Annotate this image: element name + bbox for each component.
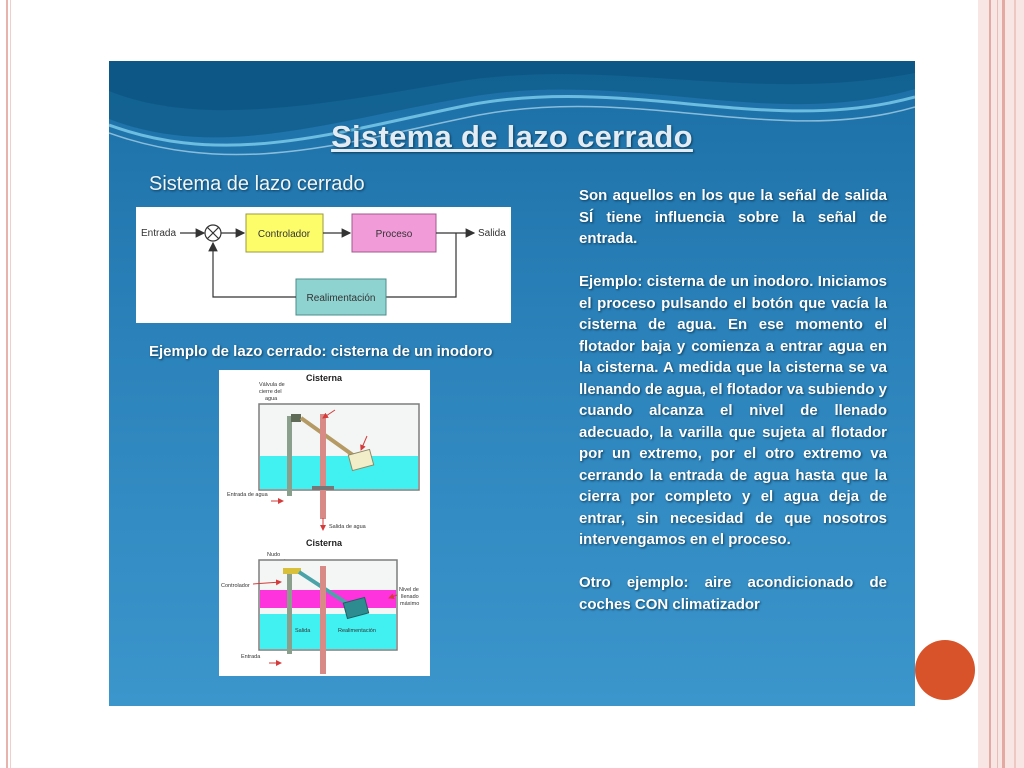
example-caption: Ejemplo de lazo cerrado: cisterna de un inodoro: [149, 343, 493, 360]
block-output-label: Salida: [478, 228, 506, 239]
block-input-label: Entrada: [141, 228, 177, 239]
right-decor-band: [978, 0, 1024, 768]
water-level-top: [260, 456, 418, 489]
output-tank-label: Salida: [295, 628, 311, 634]
controller-label: Controlador: [257, 229, 311, 240]
flush-valve: [312, 486, 334, 490]
description-text: [579, 185, 887, 615]
water-out-label: Salida de agua: [329, 524, 366, 530]
overflow-tube: [320, 566, 326, 674]
inlet-pipe: [287, 416, 292, 496]
level-label: llenado: [401, 594, 419, 600]
section-heading: Sistema de lazo cerrado: [149, 173, 365, 195]
fill-valve: [291, 414, 301, 422]
cistern-title-bottom: Cisterna: [305, 538, 343, 548]
definition-paragraph: Son aquellos en los que la señal de salida SÍ tiene influencia sobre la señal de entrada.: [579, 187, 887, 247]
slide-title: Sistema de lazo cerrado: [331, 119, 693, 154]
controller-tank-label: Controlador: [221, 583, 250, 589]
summing-junction: [205, 225, 221, 241]
left-decor-stripe: [6, 0, 8, 768]
right-decor-line: [997, 0, 998, 768]
level-label: máximo: [400, 601, 420, 607]
inlet-pipe: [287, 570, 292, 654]
process-label: Proceso: [375, 229, 413, 240]
level-label: Nivel de: [399, 587, 419, 593]
slide-content: [109, 61, 915, 706]
water-in-label: Entrada de agua: [227, 492, 268, 498]
valve-label: cierre del: [259, 389, 282, 395]
input-tank-label: Entrada: [241, 654, 261, 660]
other-example-paragraph: Otro ejemplo: aire acondicionado de coches CON climatizador: [579, 574, 887, 613]
closed-loop-block-diagram: [136, 207, 511, 323]
toilet-cistern-diagram: [219, 370, 430, 676]
feedback-label: Realimentación: [306, 293, 376, 304]
right-decor-line: [1014, 0, 1016, 768]
node-label: Nudo: [267, 552, 281, 558]
right-decor-line: [1002, 0, 1005, 768]
valve-label: agua: [265, 396, 278, 402]
feedback-tank-label: Realimentación: [338, 628, 376, 634]
left-decor-stripe-thin: [10, 0, 11, 768]
slide-nav-circle[interactable]: [915, 640, 975, 700]
example-paragraph: Ejemplo: cisterna de un inodoro. Iniciamos el proceso pulsando el botón que vacía la cisterna de agua. En ese momento el flotador baja y comienza a entrar agua en la cisterna. A medida que la cisterna se va llenando de agua, el flotador va subiendo y cuando alcanza el nivel de llenado adecuado, la varilla que sujeta al flotador por un extremo, por el otro extremo va cerrando la entrada de agua hasta que la cierra por completo y el agua deja de entrar, sin necesidad de que nosotros intervengamos en el proceso.: [579, 273, 887, 548]
valve-label: Válvula de: [259, 382, 285, 388]
right-decor-line: [989, 0, 991, 768]
cistern-title-top: Cisterna: [305, 373, 343, 383]
overflow-tube: [320, 414, 326, 519]
